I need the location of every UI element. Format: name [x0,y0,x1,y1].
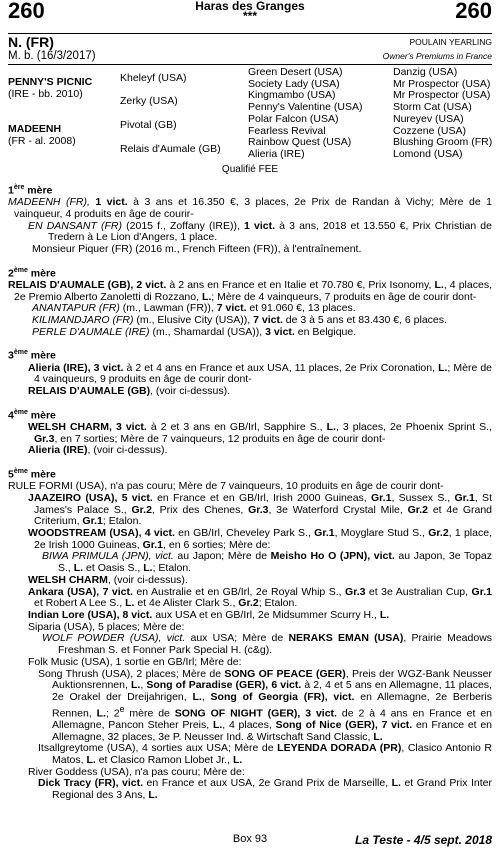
pedigree-gggen: Danzig (USA) [393,66,458,78]
catalogue-body [8,182,492,802]
sire-name: PENNY'S PICNIC [8,76,93,88]
produce-entry: KILIMANDJARO (FR) (m., Elusive City (USA)), 7 vict. de 3 à 5 ans et 83.430 €, 6 places. [32,314,447,327]
stud-stars: *** [242,9,257,23]
produce-entry: WELSH CHARM, (voir ci-dessus). [28,573,188,586]
produce-entry: Song Thrush (USA), 2 places; Mère de SONG OF PEACE (GER), Preis der WGZ-Bank Neusser Auktionsrennen, L., Song of Paradise (GER), 6 vict. à 2, 4 et 5 ans en Allemagne, 11 places, 2e Orakel der Dreijahrigen, L., Song of Georgia (FR), vict. en Allemagne, 2e Berberis Rennen, L.; 2e mère de SONG OF NIGHT (GER), 3 vict. de 2 à 4 ans en France et en Allemagne, Pancon Steher Preis, L., 4 places, Song of Nice (GER), 7 vict. en France et en Allemagne, 32 places, 3e P. Neusser Ind. & Wirtschaft Sand Classic, L. [38,667,493,743]
dam-entry: MADEENH (FR), 1 vict. à 3 ans et 16.350 €, 3 places, 2e Prix de Randan à Vichy; Mère de 1 vainqueur, 4 produits en âge de courir- [8,196,492,220]
horse-details: M. b. (16/3/2017) [8,50,96,62]
pedigree-gggen: Blushing Groom (FR) [393,136,493,149]
pedigree-gggen: Mr Prospector (USA) [393,77,491,90]
page-footer [8,833,492,847]
section-heading: 4ème mère [8,408,56,422]
produce-entry: RELAIS D'AUMALE (GB), (voir ci-dessus). [28,385,231,398]
produce-entry: EN DANSANT (FR) (2015 f., Zoffany (IRE)), 1 vict. à 3 ans, 2018 et 13.550 €, Prix Christian de Tredern à Le Lion d'Angers, 1 place. [28,219,492,244]
pedigree-ggen: Penny's Valentine (USA) [248,101,363,114]
section-heading: 3ème mère [8,349,56,362]
section-heading: 2ème mère [8,266,56,280]
pedigree-grandsire: Kheleyf (USA) [120,72,187,84]
produce-entry: Itsallgreytome (USA), 4 sorties aux USA; Mère de LEYENDA DORADA (PR), Clasico Antonio R Matos, L. et Clasico Ramon Llobet Jr., L. [38,742,493,766]
catalogue-page [8,0,493,847]
pedigree-gggen: Mr Prospector (USA) [393,89,491,102]
pedigree-gggen: Cozzene (USA) [393,124,466,137]
lot-number: 260 [8,0,45,23]
dam-name: MADEENH [8,123,62,135]
section-third-dam [8,347,492,397]
dam-entry: RELAIS D'AUMALE (GB), 2 vict. à 2 ans en France et en Italie et 70.780 €, Prix Isonomy, L., 4 places, 2e Premio Alberto Zanoletti di Rozzano, L.; Mère de 4 vainqueurs, 7 produits en âge de courir dont- [8,278,492,303]
produce-entry: Indian Lore (USA), 8 vict. aux USA et en GB/Irl, 2e Midsummer Scurry H., L. [28,609,390,621]
dam-entry: RULE FORMI (USA), n'a pas couru; Mère de 7 vainqueurs, 10 produits en âge de courir dont- [8,480,444,493]
pedigree-ggen: Rainbow Quest (USA) [248,136,352,149]
section-fourth-dam [8,407,492,457]
produce-entry: Ankara (USA), 7 vict. en Australie et en GB/Irl, 2e Royal Whip S., Gr.3 et 3e Australian Cup, Gr.1 et Robert A Lee S., L. et 4e Alister Clark S., Gr.2; Etalon. [28,585,492,610]
produce-entry: ANANTAPUR (FR) (m., Lawman (FR)), 7 vict. et 91.060 €, 13 places. [32,302,356,315]
horse-name-bar [8,33,492,65]
produce-entry: Siparia (USA), 5 places; Mère de: [28,620,185,633]
pedigree-ggen: Kingmambo (USA) [248,89,336,102]
pedigree-gggen: Lomond (USA) [393,147,463,160]
pedigree-granddam: Zerky (USA) [120,95,178,107]
produce-entry: Dick Tracy (FR), vict. en France et aux USA, 2e Grand Prix de Marseille, L. et Grand Prix Inter Regional des 3 Ans, L. [38,777,492,802]
section-heading: 1ère mère [8,184,53,197]
pedigree-ggen: Polar Falcon (USA) [248,112,339,125]
pedigree-gggen: Nureyev (USA) [393,112,464,125]
section-second-dam [8,265,492,339]
pedigree-dam-sire: Pivotal (GB) [120,119,177,131]
pedigree-ggen: Green Desert (USA) [248,66,343,78]
box-number: Box 93 [232,833,268,845]
pedigree-ggen: Society Lady (USA) [248,77,340,90]
pedigree-dam-dam: Relais d'Aumale (GB) [120,143,221,155]
produce-entry: JAAZEIRO (USA), 5 vict. en France et en GB/Irl, Irish 2000 Guineas, Gr.1, Sussex S., Gr.1, St James's Palace S., Gr.2, Prix des Chenes, Gr.3, 3e Waterford Crystal Mile, Gr.2 et 4e Grand Criterium, Gr.1; Etalon. [28,491,492,528]
qualified-label: Qualifié FEE [221,164,279,175]
dam-info: (FR - al. 2008) [8,135,76,147]
sale-category: POULAIN YEARLING [409,37,492,47]
produce-entry: River Goddess (USA), n'a pas couru; Mère de: [28,765,245,778]
produce-entry: BIWA PRIMULA (JPN), vict. au Japon; Mère de Meisho Ho O (JPN), vict. au Japon, 3e Topaz S., L. et Oasis S., L.; Etalon. [42,550,492,575]
horse-name: N. (FR) [8,34,54,50]
pedigree-gggen: Storm Cat (USA) [393,101,472,114]
owner-premiums: Owner's Premiums in France [382,51,492,61]
dam-entry: Alieria (IRE), 3 vict. à 2 et 4 ans en France et aux USA, 11 places, 2e Prix Coronation, L.; Mère de 4 vainqueurs, 9 produits en âge de courir dont- [28,361,492,386]
stud-name: Haras des Granges [195,0,305,13]
pedigree-ggen: Alieria (IRE) [248,147,305,160]
produce-entry: Alieria (IRE), (voir ci-dessus). [28,444,168,457]
lot-number-right: 260 [455,0,492,23]
produce-entry: WOODSTREAM (USA), 4 vict. en GB/Irl, Cheveley Park S., Gr.1, Moyglare Stud S., Gr.2, 1 place, 2e Irish 1000 Guineas, Gr.1, en 6 sorties; Mère de: [28,527,492,551]
sire-info: (IRE - bb. 2010) [8,88,83,100]
section-first-dam [8,182,492,256]
pedigree-table [8,65,492,163]
section-heading: 5ème mère [8,468,56,481]
dam-entry: WELSH CHARM, 3 vict. à 2 et 3 ans en GB/Irl, Sapphire S., L., 3 places, 2e Phoenix Sprint S., Gr.3, en 7 sorties; Mère de 7 vainqueurs, 12 produits en âge de courir dont- [28,420,492,445]
sale-venue-date: La Teste - 4/5 sept. 2018 [355,833,492,847]
produce-entry: Folk Music (USA), 1 sortie en GB/Irl; Mère de: [28,655,242,668]
produce-entry: WOLF POWDER (USA), vict. aux USA; Mère de NERAKS EMAN (USA), Prairie Meadows Freshman S. et Fonner Park Special H. (c&g). [42,632,493,657]
produce-entry: Monsieur Piquer (FR) (2016 m., French Fifteen (FR)), à l'entraînement. [32,243,362,256]
section-fifth-dam [8,466,492,802]
pedigree-ggen: Fearless Revival [248,124,326,137]
produce-entry: PERLE D'AUMALE (IRE) (m., Shamardal (USA)), 3 vict. en Belgique. [32,325,357,338]
